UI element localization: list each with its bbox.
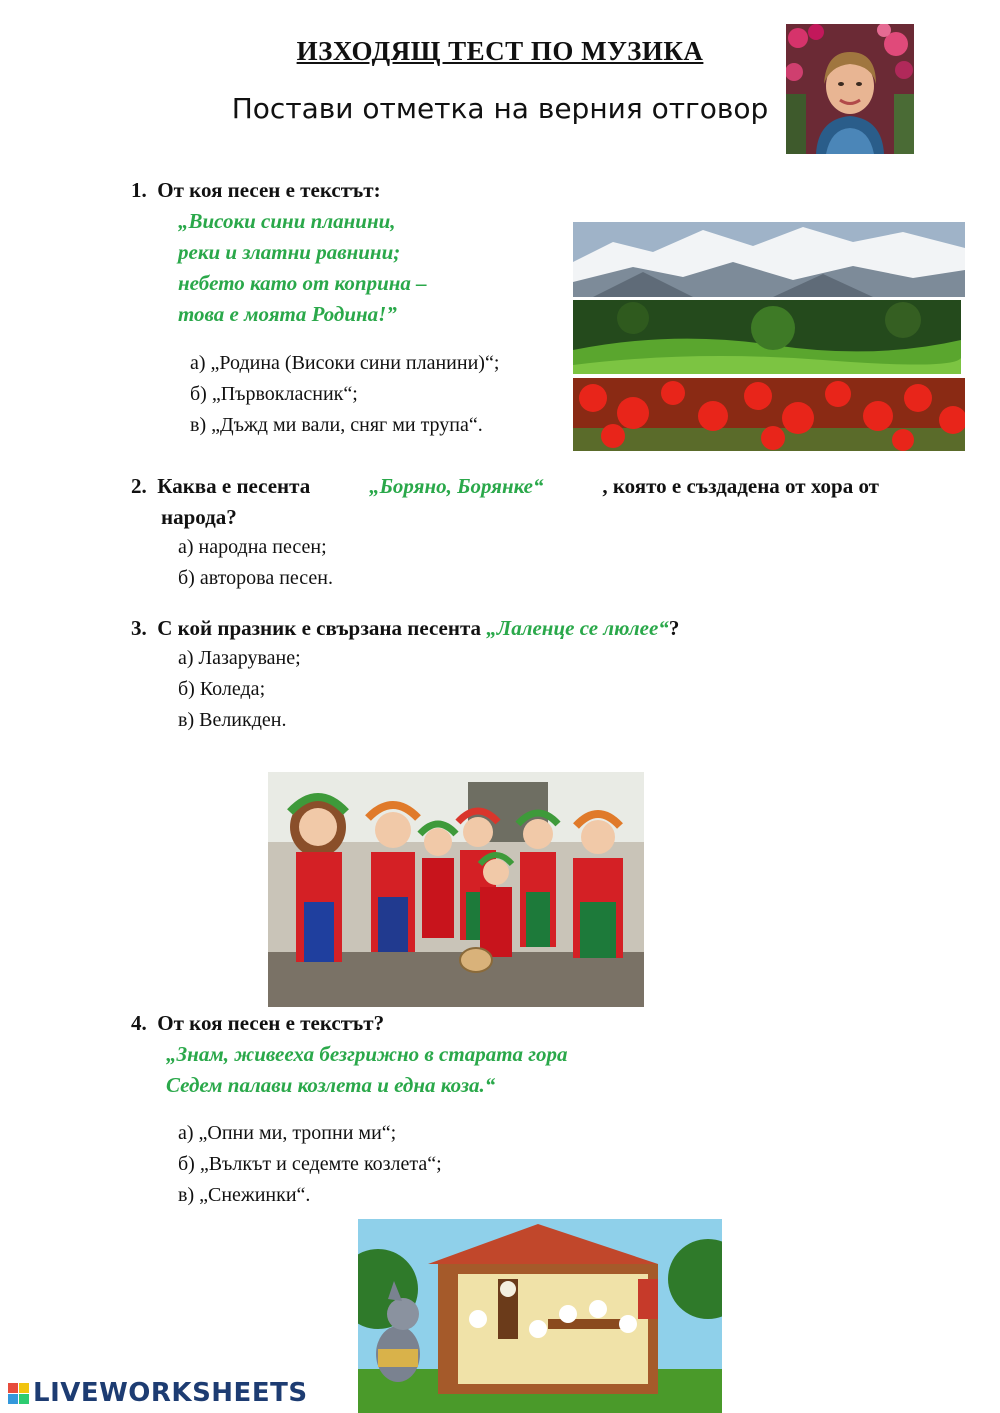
red-poppies-stripe-image [573, 378, 965, 451]
question-3 [131, 613, 679, 644]
question-3-text: С кой празник е свързана песента [157, 616, 487, 640]
green-valley-stripe-image [573, 300, 961, 374]
page-title: ИЗХОДЯЩ ТЕСТ ПО МУЗИКА [296, 36, 704, 66]
question-2-answers [178, 532, 333, 594]
answer-option[interactable]: в) „Дъжд ми вали, сняг ми трупа“. [190, 414, 483, 436]
logo-text: LIVEWORKSHEETS [33, 1378, 308, 1408]
question-1-lyrics [178, 206, 427, 330]
question-2-number: 2. [131, 474, 147, 498]
question-2 [131, 471, 879, 533]
question-1-answers [190, 348, 499, 441]
folk-costume-girls-photo [268, 772, 644, 1007]
teacher-photo [786, 24, 914, 154]
question-4-answers [178, 1118, 442, 1211]
answer-option[interactable]: в) „Снежинки“. [178, 1184, 311, 1206]
lyrics-line: небето като от коприна – [178, 271, 427, 295]
answer-option[interactable]: б) Коледа; [178, 678, 266, 700]
question-4-text: От коя песен е текстът? [157, 1011, 385, 1035]
lyrics-line: „Високи сини планини, [178, 209, 396, 233]
question-2-song: „Боряно, Борянке“ [369, 474, 544, 498]
question-2-text-after: , която е създадена от хора от [602, 474, 879, 498]
question-1-number: 1. [131, 178, 147, 202]
question-2-text-line2: народа? [161, 505, 237, 529]
answer-option[interactable]: в) Великден. [178, 709, 287, 731]
liveworksheets-logo [8, 1378, 308, 1408]
mountain-stripe-image [573, 222, 965, 297]
question-2-text: Каква е песента [157, 474, 311, 498]
question-3-song: „Лаленце се люлее“ [486, 616, 669, 640]
question-1 [131, 175, 381, 206]
answer-option[interactable]: б) авторова песен. [178, 567, 333, 589]
answer-option[interactable]: а) Лазаруване; [178, 647, 301, 669]
question-4-number: 4. [131, 1011, 147, 1035]
answer-option[interactable]: а) „Опни ми, тропни ми“; [178, 1122, 397, 1144]
answer-option[interactable]: а) „Родина (Високи сини планини)“; [190, 352, 500, 374]
wolf-and-goats-illustration [358, 1219, 722, 1413]
lyrics-line: реки и златни равнини; [178, 240, 401, 264]
lyrics-line: това е моята Родина!” [178, 302, 397, 326]
question-4 [131, 1008, 384, 1039]
lyrics-line: Седем палави козлета и една коза.“ [166, 1073, 496, 1097]
question-3-answers [178, 643, 301, 736]
answer-option[interactable]: б) „Вълкът и седемте козлета“; [178, 1153, 442, 1175]
lyrics-line: „Знам, живееха безгрижно в старата гора [166, 1042, 568, 1066]
page-subtitle: Постави отметка на верния отговор [231, 92, 769, 125]
question-3-text-after: ? [668, 616, 680, 640]
answer-option[interactable]: б) „Първокласник“; [190, 383, 358, 405]
question-4-lyrics [166, 1039, 568, 1101]
question-1-text: От коя песен е текстът: [157, 178, 381, 202]
question-3-number: 3. [131, 616, 147, 640]
logo-icon [8, 1383, 29, 1404]
answer-option[interactable]: а) народна песен; [178, 536, 327, 558]
